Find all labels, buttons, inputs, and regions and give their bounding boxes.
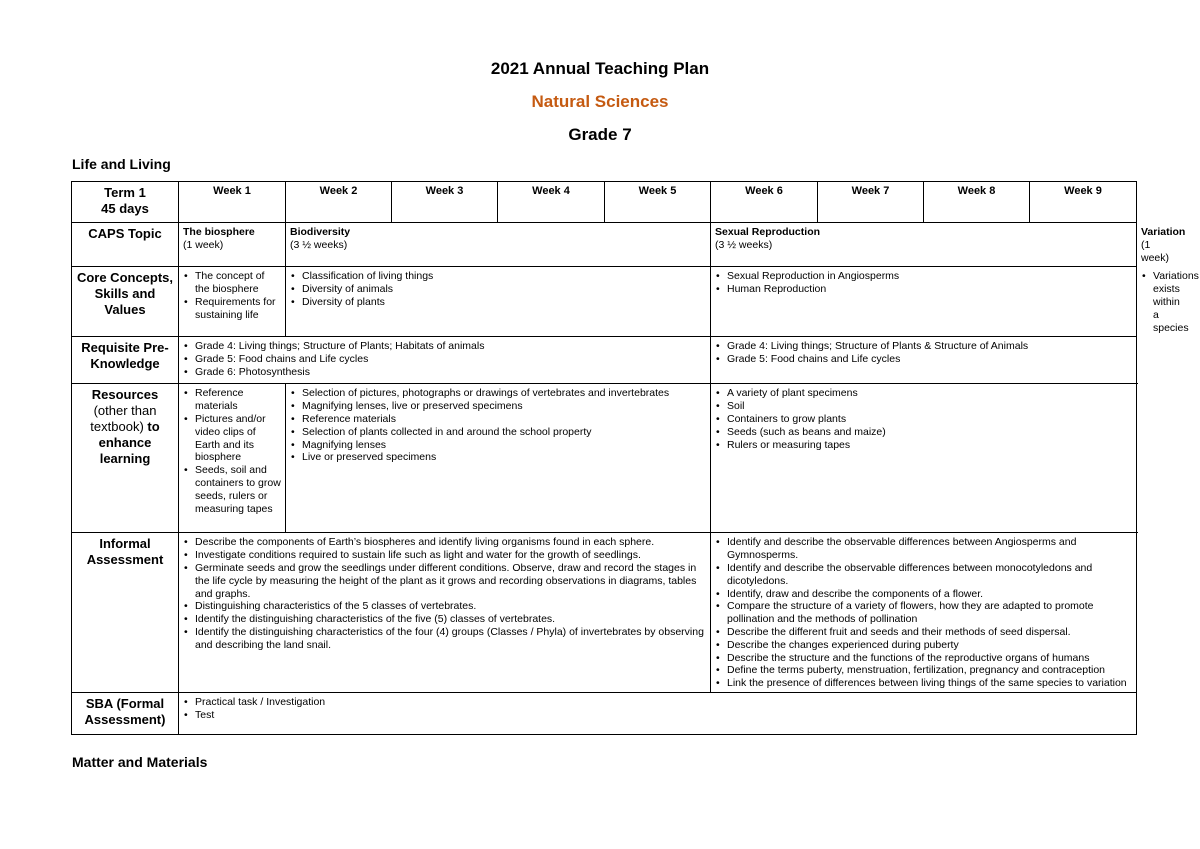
list-item: • Define the terms puberty, menstruation, fertilization, pregnancy and contraception bbox=[727, 664, 1132, 677]
topic-title: Sexual Reproduction bbox=[715, 226, 821, 238]
resources-row bbox=[72, 384, 1137, 533]
week-header: Week 6 bbox=[711, 182, 818, 223]
term-days: 45 days bbox=[101, 201, 149, 216]
term-label: Term 1 bbox=[104, 185, 146, 200]
list-item: • Human Reproduction bbox=[727, 283, 1132, 296]
sba-cell bbox=[179, 692, 1137, 734]
list-item: • Describe the components of Earth’s biospheres and identify living organisms found in each sphere. bbox=[195, 536, 706, 549]
document-title: 2021 Annual Teaching Plan bbox=[490, 59, 710, 78]
resources-label-light: (other than textbook) bbox=[90, 403, 157, 435]
list-item: • Diversity of animals bbox=[302, 283, 706, 296]
section-heading-matter-and-materials: Matter and Materials bbox=[72, 754, 208, 770]
list-item: • Distinguishing characteristics of the 5 classes of vertebrates. bbox=[195, 600, 706, 613]
list-item: • Identify, draw and describe the components of a flower. bbox=[727, 588, 1132, 601]
informal-assessment-cell bbox=[711, 533, 1137, 693]
week-header: Week 8 bbox=[924, 182, 1030, 223]
week-header-row bbox=[72, 182, 1137, 223]
list-item: • Rulers or measuring tapes bbox=[727, 439, 1132, 452]
list-item: • Reference materials bbox=[195, 387, 281, 413]
sba-row bbox=[72, 692, 1137, 734]
resources-label-bold-end: to enhance learning bbox=[98, 419, 160, 467]
list-item: • Magnifying lenses, live or preserved specimens bbox=[302, 400, 706, 413]
core-concepts-cell bbox=[286, 267, 711, 337]
list-item: • Selection of pictures, photographs or drawings of vertebrates and invertebrates bbox=[302, 387, 706, 400]
resources-cell bbox=[286, 384, 711, 533]
list-item: • Describe the changes experienced during puberty bbox=[727, 639, 1132, 652]
list-item: • Reference materials bbox=[302, 413, 706, 426]
section-heading-life-and-living: Life and Living bbox=[72, 156, 171, 172]
informal-assessment-label: Informal Assessment bbox=[72, 533, 179, 693]
topic-duration: (1 week) bbox=[183, 238, 224, 251]
caps-topic-row: CAPS Topic The biosphere (1 week) Biodiversity (3 ½ weeks) Sexual Reproduction (3 ½ weeks) Variation (1 week) bbox=[72, 223, 1137, 267]
week-header: Week 4 bbox=[498, 182, 605, 223]
list-item: • Compare the structure of a variety of flowers, how they are adapted to promote pollination and the methods of pollination bbox=[727, 600, 1132, 626]
list-item: • Live or preserved specimens bbox=[302, 451, 706, 464]
informal-assessment-row bbox=[72, 533, 1137, 693]
list-item: • Identify the distinguishing characteristics of the four (4) groups (Classes / Phyla) of invertebrates by observing and describing the land snail. bbox=[195, 626, 706, 652]
caps-topic-cell bbox=[179, 223, 286, 267]
core-concepts-cell bbox=[711, 267, 1137, 337]
teaching-plan-table bbox=[71, 181, 1199, 735]
list-item: • A variety of plant specimens bbox=[727, 387, 1132, 400]
list-item: • Grade 4: Living things; Structure of Plants; Habitats of animals bbox=[195, 340, 706, 353]
list-item: • Requirements for sustaining life bbox=[195, 296, 281, 322]
list-item: • Diversity of plants bbox=[302, 296, 706, 309]
informal-assessment-cell bbox=[179, 533, 711, 693]
list-item: • Seeds (such as beans and maize) bbox=[727, 426, 1132, 439]
topic-duration: (3 ½ weeks) bbox=[290, 238, 348, 251]
list-item: • Describe the structure and the functions of the reproductive organs of humans bbox=[727, 652, 1132, 665]
list-item: • Germinate seeds and grow the seedlings under different conditions. Observe, draw and record the stages in the life cycle by measuring the height of the plant as it grows and recording observations in diagrams, tables and graphs. bbox=[195, 562, 706, 600]
list-item: • Classification of living things bbox=[302, 270, 706, 283]
topic-duration: (3 ½ weeks) bbox=[715, 238, 773, 251]
week-header: Week 7 bbox=[818, 182, 924, 223]
list-item: • Magnifying lenses bbox=[302, 439, 706, 452]
caps-topic-cell bbox=[286, 223, 711, 267]
core-concepts-row: Core Concepts, Skills and Values • The concept of the biosphere • Requirements for sustaining life • Classification of living things • Diversity of animals • Diversity of plants • Sexual Reproduction in Angiosperms • Human Reproduction Variations exists within a species bbox=[72, 267, 1137, 337]
list-item: • Describe the different fruit and seeds and their methods of seed dispersal. bbox=[727, 626, 1132, 639]
list-item: • Grade 4: Living things; Structure of Plants & Structure of Animals bbox=[727, 340, 1132, 353]
topic-title: The biosphere bbox=[183, 226, 255, 238]
requisite-cell bbox=[179, 337, 711, 384]
list-item: • Identify the distinguishing characteristics of the five (5) classes of vertebrates. bbox=[195, 613, 706, 626]
topic-title: Biodiversity bbox=[290, 226, 351, 238]
list-item: • Link the presence of differences between living things of the same species to variation bbox=[727, 677, 1132, 690]
requisite-cell bbox=[711, 337, 1137, 384]
list-item: • Grade 6: Photosynthesis bbox=[195, 366, 706, 379]
list-item: • Grade 5: Food chains and Life cycles bbox=[727, 353, 1132, 366]
list-item: • Pictures and/or video clips of Earth and its biosphere bbox=[195, 413, 281, 464]
list-item: • Identify and describe the observable differences between monocotyledons and dicotyledons. bbox=[727, 562, 1132, 588]
week-header: Week 1 bbox=[179, 182, 286, 223]
caps-topic-label: CAPS Topic bbox=[72, 223, 179, 267]
list-item: • Test bbox=[195, 709, 1132, 722]
sba-label: SBA (Formal Assessment) bbox=[72, 692, 179, 734]
week-header: Week 9 bbox=[1030, 182, 1137, 223]
list-item: • The concept of the biosphere bbox=[195, 270, 281, 296]
core-concepts-label: Core Concepts, Skills and Values bbox=[72, 267, 179, 337]
list-item: • Containers to grow plants bbox=[727, 413, 1132, 426]
core-concepts-cell bbox=[179, 267, 286, 337]
list-item: • Identify and describe the observable differences between Angiosperms and Gymnosperms. bbox=[727, 536, 1132, 562]
week-header: Week 3 bbox=[392, 182, 498, 223]
week-header: Week 2 bbox=[286, 182, 392, 223]
list-item: • Selection of plants collected in and around the school property bbox=[302, 426, 706, 439]
resources-cell bbox=[179, 384, 286, 533]
list-item: • Practical task / Investigation bbox=[195, 696, 1132, 709]
resources-cell bbox=[711, 384, 1137, 533]
requisite-label: Requisite Pre-Knowledge bbox=[72, 337, 179, 384]
list-item: • Soil bbox=[727, 400, 1132, 413]
requisite-row bbox=[72, 337, 1137, 384]
list-item: • Grade 5: Food chains and Life cycles bbox=[195, 353, 706, 366]
term-cell bbox=[72, 182, 179, 223]
resources-label bbox=[72, 384, 179, 533]
resources-label-bold: Resources bbox=[91, 387, 159, 403]
week-header: Week 5 bbox=[605, 182, 711, 223]
list-item: • Investigate conditions required to sustain life such as light and water for the growth of seedlings. bbox=[195, 549, 706, 562]
grade-title: Grade 7 bbox=[568, 125, 632, 144]
caps-topic-cell bbox=[711, 223, 1137, 267]
list-item: • Sexual Reproduction in Angiosperms bbox=[727, 270, 1132, 283]
subject-title: Natural Sciences bbox=[531, 92, 669, 111]
topic-duration: (1 week) bbox=[1141, 238, 1170, 264]
list-item: • Seeds, soil and containers to grow seeds, rulers or measuring tapes bbox=[195, 464, 281, 515]
